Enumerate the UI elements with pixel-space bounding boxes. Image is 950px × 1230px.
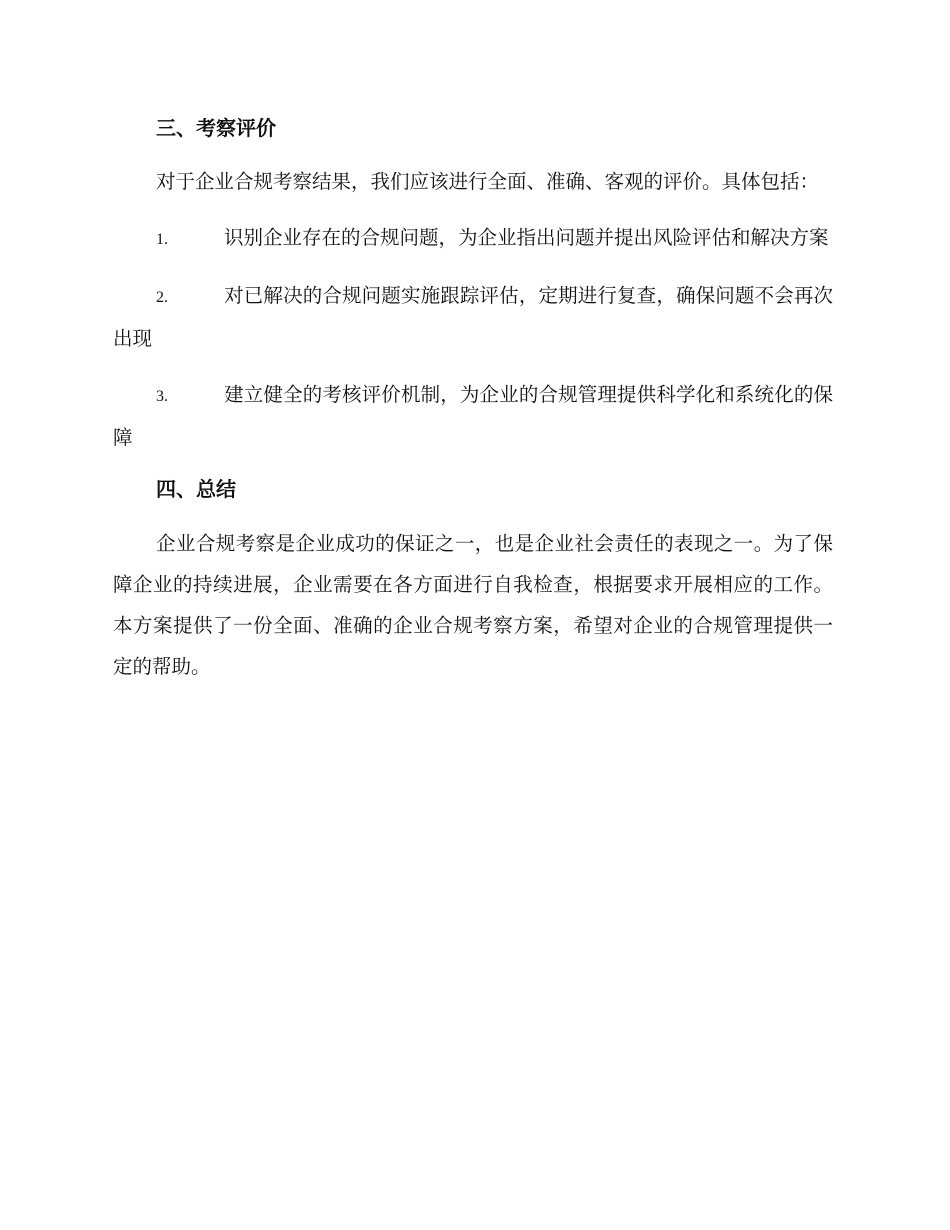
list-item-number: 1. bbox=[156, 231, 168, 248]
section-heading-evaluation: 三、考察评价 bbox=[156, 116, 276, 140]
evaluation-intro-paragraph: 对于企业合规考察结果，我们应该进行全面、准确、客观的评价。具体包括： bbox=[156, 170, 820, 193]
list-item-number: 3. bbox=[156, 388, 168, 405]
list-item-text: 识别企业存在的合规问题，为企业指出问题并提出风险评估和解决方案 bbox=[224, 226, 829, 249]
list-item-text: 对已解决的合规问题实施跟踪评估，定期进行复查，确保问题不会再次出现 bbox=[113, 284, 833, 350]
list-item bbox=[113, 374, 833, 458]
document-page bbox=[113, 108, 833, 687]
list-item bbox=[113, 275, 833, 359]
evaluation-list bbox=[113, 217, 833, 458]
list-item-number: 2. bbox=[156, 289, 168, 306]
list-item-text: 建立健全的考核评价机制，为企业的合规管理提供科学化和系统化的保障 bbox=[113, 383, 833, 449]
summary-paragraph: 企业合规考察是企业成功的保证之一，也是企业社会责任的表现之一。为了保障企业的持续进展，企业需要在各方面进行自我检查，根据要求开展相应的工作。本方案提供了一份全面、准确的企业合规考察方案，希望对企业的合规管理提供一定的帮助。 bbox=[113, 532, 833, 678]
section-heading-summary: 四、总结 bbox=[156, 477, 236, 501]
list-item bbox=[113, 217, 833, 260]
